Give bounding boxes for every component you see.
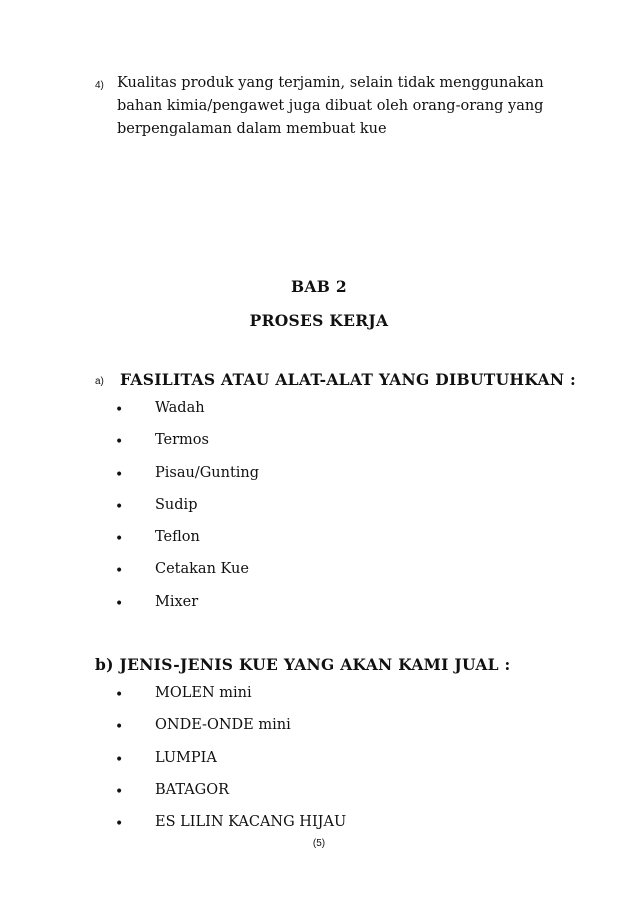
list-item (0, 400, 638, 432)
list-item (0, 432, 638, 464)
list-item (0, 750, 638, 782)
list-item-text: Sudip (155, 496, 198, 513)
list-item-text: LUMPIA (155, 749, 217, 766)
section-a-list (0, 400, 638, 626)
list-item-text: Mixer (155, 593, 199, 610)
list-item-text: BATAGOR (155, 781, 230, 798)
list-item (0, 782, 638, 814)
bullet-icon: • (115, 434, 124, 451)
list-item (0, 685, 638, 717)
list-item-text: Pisau/Gunting (155, 464, 260, 481)
bullet-icon: • (115, 687, 124, 703)
bullet-icon: • (115, 498, 124, 515)
list-item (0, 717, 638, 749)
item-paragraph: Kualitas produk yang terjamin, selain tidak menggunakan bahan kimia/pengawet juga dibuat oleh orang-orang yang berpengalaman dalam membuat kue (117, 75, 544, 137)
list-item-text: Termos (155, 432, 209, 449)
section-b-list (0, 685, 638, 846)
list-item (0, 561, 638, 593)
list-item-text: Wadah (155, 400, 205, 416)
list-item-text: MOLEN mini (155, 685, 252, 701)
bullet-icon: • (115, 783, 124, 800)
item-number: 4) (95, 80, 104, 91)
section-a-marker: a) (95, 376, 104, 387)
section-a-heading: FASILITAS ATAU ALAT-ALAT YANG DIBUTUHKAN : (120, 370, 577, 389)
list-item (0, 465, 638, 497)
bullet-icon: • (115, 531, 124, 548)
bullet-icon: • (115, 816, 124, 833)
bullet-icon: • (115, 719, 124, 736)
bullet-icon: • (115, 595, 124, 612)
bullet-icon: • (115, 402, 124, 418)
page-number: (5) (312, 838, 326, 849)
list-item-text: ONDE-ONDE mini (155, 717, 291, 734)
list-item (0, 529, 638, 561)
list-item-text: Cetakan Kue (155, 561, 249, 578)
list-item-text: Teflon (155, 529, 200, 546)
section-b-heading: b) JENIS-JENIS KUE YANG AKAN KAMI JUAL : (95, 655, 511, 674)
chapter-number: BAB 2 (291, 277, 347, 296)
bullet-icon: • (115, 563, 124, 580)
bullet-icon: • (115, 466, 124, 483)
chapter-title: PROSES KERJA (249, 311, 389, 330)
list-item-text: ES LILIN KACANG HIJAU (155, 814, 347, 831)
list-item (0, 497, 638, 529)
list-item (0, 594, 638, 626)
bullet-icon: • (115, 751, 124, 768)
